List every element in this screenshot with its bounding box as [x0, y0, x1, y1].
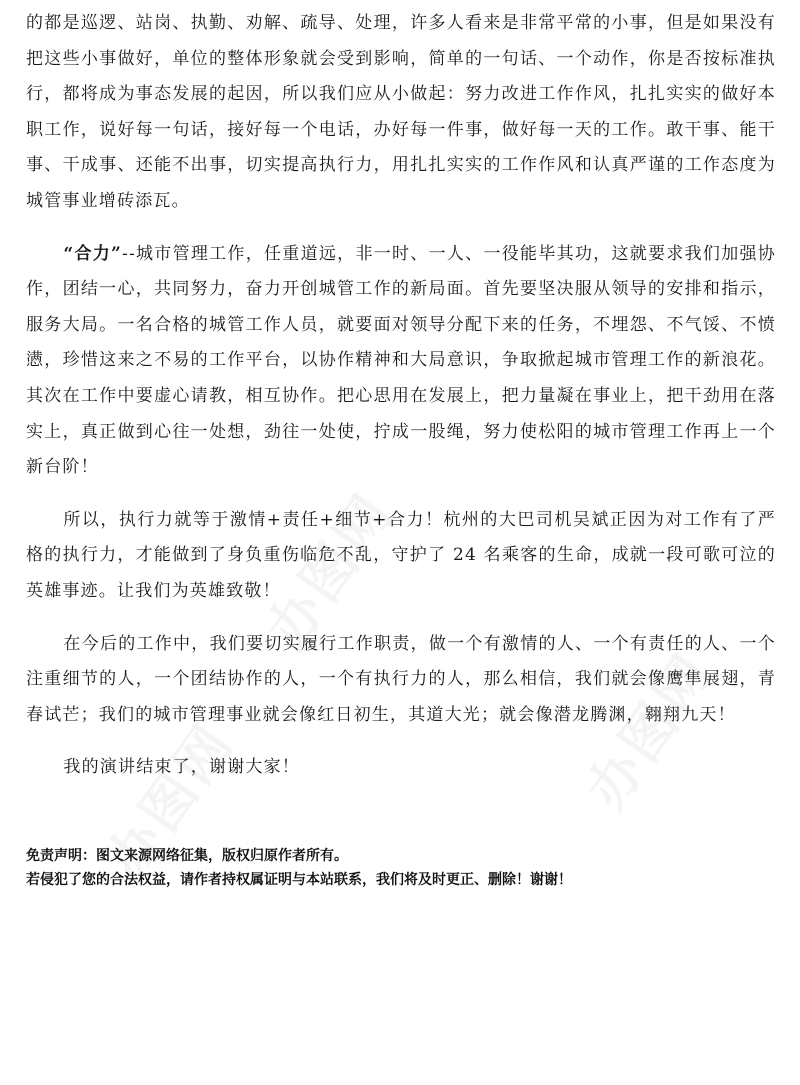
paragraph	[26, 627, 776, 734]
paragraph-lead: “合力”	[63, 243, 123, 264]
disclaimer-line: 若侵犯了您的合法权益，请作者持权属证明与本站联系，我们将及时更正、删除！谢谢！	[26, 872, 572, 888]
paragraph	[26, 6, 776, 220]
disclaimer-line: 免责声明：图文来源网络征集，版权归原作者所有。	[26, 848, 348, 864]
paragraph-text: 的都是巡逻、站岗、执勤、劝解、疏导、处理，许多人看来是非常平常的小事，但是如果没有把这些小事做好，单位的整体形象就会受到影响，简单的一句话、一个动作，你是否按标准执行，都将成为事态发展的起因，所以我们应从小做起：努力改进工作作风，扎扎实实的做好本职工作，说好每一句话，接好每一个电话，办好每一件事，做好每一天的工作。敢干事、能干事、干成事、还能不出事，切实提高执行力，用扎扎实实的工作作风和认真严谨的工作态度为城管事业增砖添瓦。	[26, 13, 776, 211]
document-body	[26, 6, 776, 803]
paragraph	[26, 750, 776, 786]
paragraph	[26, 503, 776, 610]
disclaimer	[26, 844, 776, 892]
paragraph	[26, 237, 776, 486]
paragraph-text: 在今后的工作中，我们要切实履行工作职责，做一个有激情的人、一个有责任的人、一个注重细节的人，一个团结协作的人，一个有执行力的人，那么相信，我们就会像鹰隼展翅，青春试芒；我们的城市管理事业就会像红日初生，其道大光；就会像潜龙腾渊，翱翔九天！	[26, 633, 776, 725]
paragraph-text: 我的演讲结束了，谢谢大家！	[63, 757, 300, 778]
paragraph-text: --城市管理工作，任重道远，非一时、一人、一役能毕其功，这就要求我们加强协作，团结一心，共同努力，奋力开创城管工作的新局面。首先要坚决服从领导的安排和指示，服务大局。一名合格的城管工作人员，就要面对领导分配下来的任务，不埋怨、不气馁、不愤懑，珍惜这来之不易的工作平台，以协作精神和大局意识，争取掀起城市管理工作的新浪花。其次在工作中要虚心请教，相互协作。把心思用在发展上，把力量凝在事业上，把干劲用在落实上，真正做到心往一处想，劲往一处使，拧成一股绳，努力使松阳的城市管理工作再上一个新台阶！	[26, 243, 776, 478]
paragraph-text: 所以，执行力就等于激情+责任+细节+合力！杭州的大巴司机吴斌正因为对工作有了严格的执行力，才能做到了身负重伤临危不乱，守护了 24 名乘客的生命，成就一段可歌可泣的英雄事迹。让我们为英雄致敬！	[26, 509, 776, 601]
